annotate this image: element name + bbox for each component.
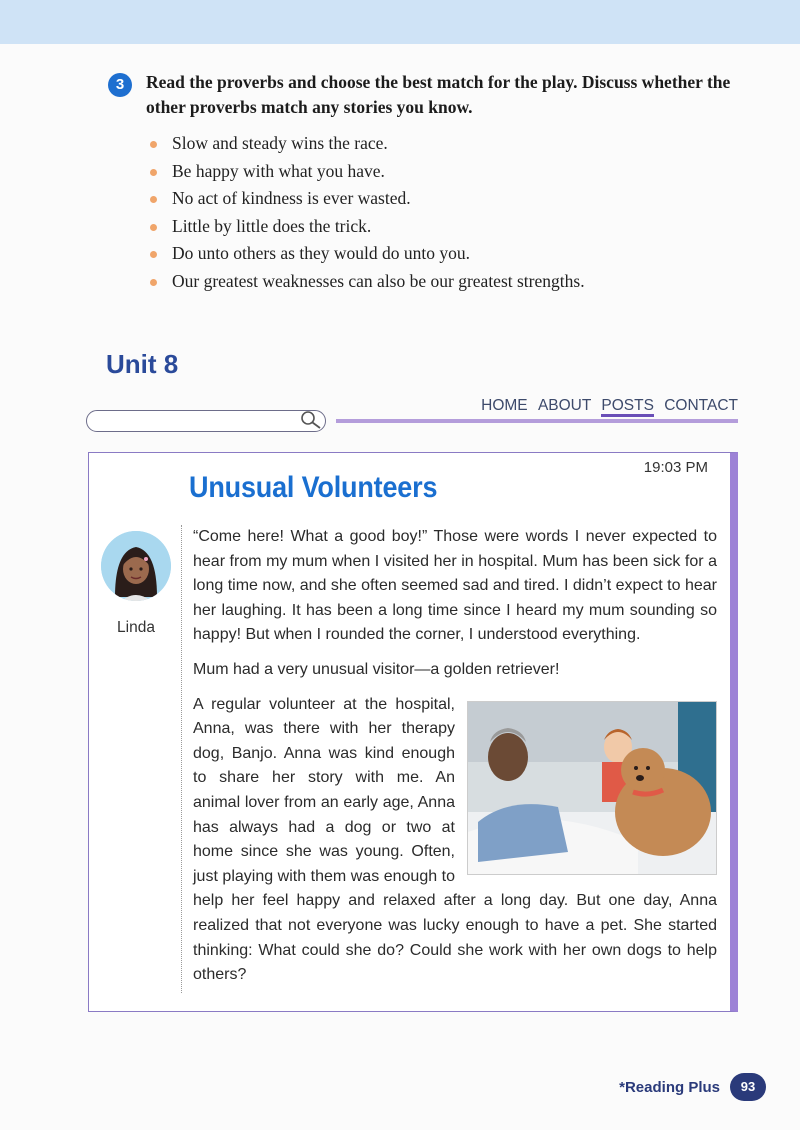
bullet-icon [150,141,157,148]
bullet-icon [150,196,157,203]
proverb-list [150,130,585,295]
blog-browser-bar [86,390,738,434]
list-item: Be happy with what you have. [150,158,585,186]
avatar [101,531,171,601]
search-input[interactable] [86,410,326,432]
top-band [0,0,800,44]
search-icon[interactable] [298,408,324,432]
author-divider [181,525,182,993]
header-rule [336,419,738,423]
bullet-icon [150,251,157,258]
list-item: Slow and steady wins the race. [150,130,585,158]
paragraph: Mum had a very unusual visitor—a golden retriever! [193,660,560,678]
hospital-dog-photo [467,701,717,875]
page-number: 93 [730,1073,766,1101]
paragraph: A regular volunteer at the hospital, Anna, was there with her therapy dog, Banjo. Anna was kind enough to share her story with me. An animal lover from an early age, Anna has always had a dog or two at home since she was young. Often, just playing with them was enough to help her feel happy and relaxed after a long day. But one day, Anna realized that not everyone was lucky enough to have a pet. She started thinking: What could she do? Could she work with her own dogs to help others? [193,695,717,984]
author-name: Linda [117,619,155,636]
paragraph: “Come here! What a good boy!” Those were words I never expected to hear from my mum when I visited her in hospital. Mum has been sick for a long time now, and she often seemed sad and tired. I didn’t expect to hear her laughing. It has been a long time since I heard my mum sounding so happy! But when I rounded the corner, I understood everything. [193,528,717,644]
list-item: Little by little does the trick. [150,213,585,241]
list-item: Our greatest weaknesses can also be our greatest strengths. [150,268,585,296]
page-footer [619,1073,766,1101]
unit-title: Unit 8 [106,349,179,379]
nav-posts[interactable]: POSTS [601,397,654,417]
exercise-instruction: Read the proverbs and choose the best match for the play. Discuss whether the other proverbs match any stories you know. [146,72,731,117]
post-body [193,525,717,998]
bullet-icon [150,279,157,286]
list-item: Do unto others as they would do unto you. [150,240,585,268]
blog-nav [475,397,738,415]
nav-home[interactable]: HOME [481,397,528,414]
nav-contact[interactable]: CONTACT [664,397,738,414]
blog-post [88,452,738,1012]
post-time: 19:03 PM [643,459,708,476]
bullet-icon [150,224,157,231]
list-item: No act of kindness is ever wasted. [150,185,585,213]
nav-about[interactable]: ABOUT [537,397,592,414]
exercise-number: 3 [108,73,132,97]
bullet-icon [150,169,157,176]
girl-avatar-icon [101,531,171,601]
post-title: Unusual Volunteers [189,471,438,504]
footer-label: *Reading Plus [619,1078,720,1096]
